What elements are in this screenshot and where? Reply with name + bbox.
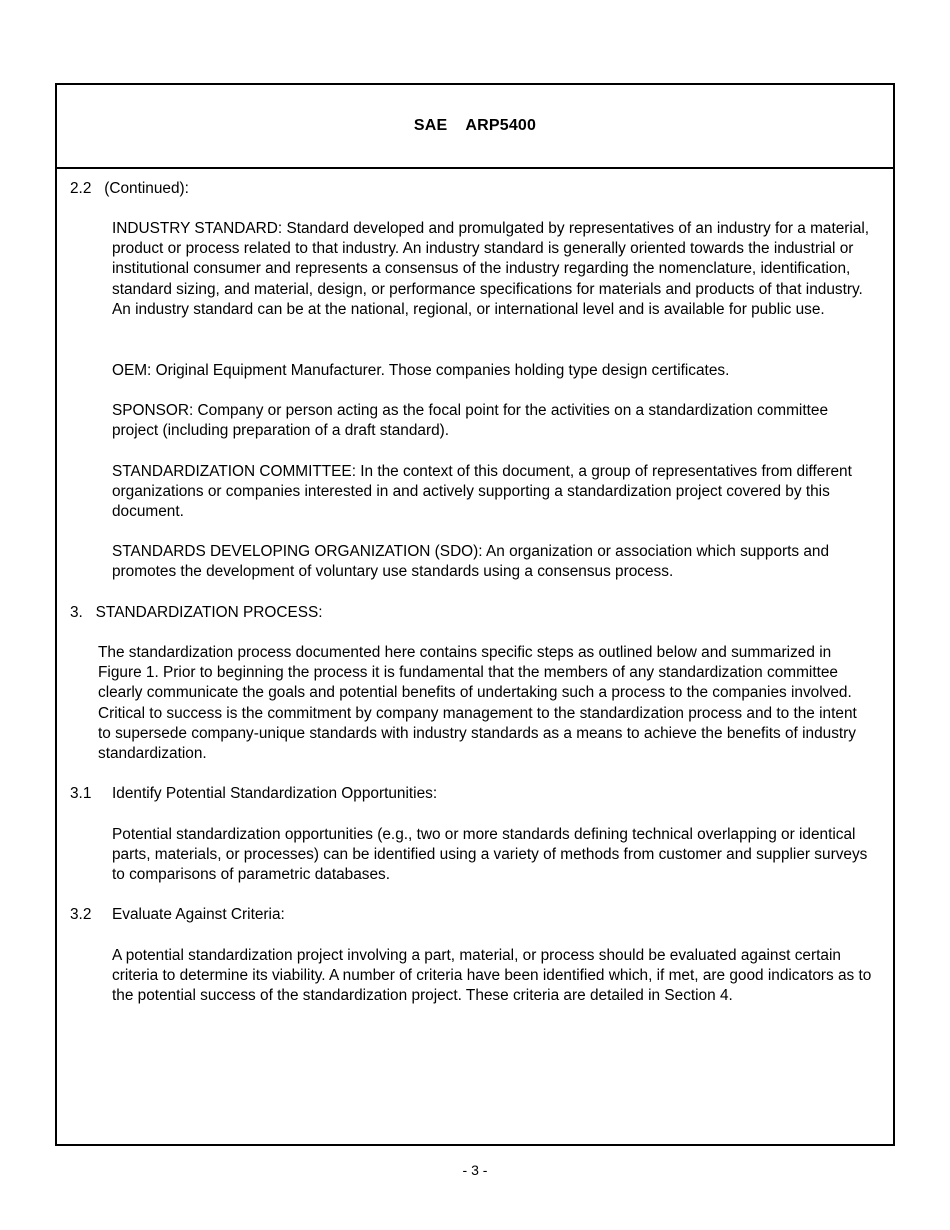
section-3-1-heading: [70, 784, 870, 804]
section-3-2-title: Evaluate Against Criteria:: [112, 906, 285, 923]
page-number: - 3 -: [462, 1162, 488, 1178]
section-3-2-number: 3.2: [70, 906, 92, 923]
section-3-heading: [70, 603, 870, 623]
section-3-2-body: A potential standardization project involving a part, material, or process should be evaluated against certain criteria to determine its viability. A number of criteria have been identified which, if met, are good indicators as to the potential success of the standardization project. These criteria are detailed in Section 4.: [112, 947, 872, 1005]
section-3-title: STANDARDIZATION PROCESS:: [95, 604, 323, 621]
section-2-2-number: 2.2: [70, 180, 92, 197]
definition-oem: OEM: Original Equipment Manufacturer. Those companies holding type design certificates.: [112, 362, 730, 379]
page-frame: [55, 83, 895, 1146]
section-2-2-heading: [70, 179, 870, 199]
header-org: SAE: [413, 117, 448, 134]
section-3-1-body: Potential standardization opportunities (e.g., two or more standards defining technical overlapping or identical parts, materials, or processes) can be identified using a variety of methods from customer and supplier surveys to comparisons of parametric databases.: [112, 826, 868, 884]
section-3-1-title: Identify Potential Standardization Opportunities:: [112, 785, 438, 802]
section-3-number: 3.: [70, 604, 83, 621]
definition-sponsor: SPONSOR: Company or person acting as the focal point for the activities on a standardization committee project (including preparation of a draft standard).: [112, 402, 829, 440]
section-3-1-number: 3.1: [70, 785, 92, 802]
section-3-body: The standardization process documented here contains specific steps as outlined below and summarized in Figure 1. Prior to beginning the process it is fundamental that the members of any standardization committee clearly communicate the goals and potential benefits of undertaking such a process to the companies involved. Critical to success is the commitment by company management to the standardization process and to the intent to supersede company-unique standards with industry standards as a means to achieve the benefits of industry standardization.: [98, 644, 857, 763]
section-3-2-heading: [70, 905, 870, 925]
document-header: [57, 85, 893, 169]
section-2-2-title: (Continued):: [104, 180, 189, 197]
header-doc-number: ARP5400: [465, 117, 537, 134]
definition-sdo: STANDARDS DEVELOPING ORGANIZATION (SDO): An organization or association which supports and promotes the development of voluntary use standards using a consensus process.: [112, 543, 830, 581]
definition-standardization-committee: STANDARDIZATION COMMITTEE: In the context of this document, a group of representatives from different organizations or companies interested in and actively supporting a standardization project covered by this document.: [112, 463, 852, 521]
definition-industry-standard: INDUSTRY STANDARD: Standard developed and promulgated by representatives of an industry for a material, product or process related to that industry. An industry standard is generally oriented towards the industrial or institutional consumer and represents a consensus of the industry regarding the nomenclature, identification, standard sizing, and material, design, or performance specifications for materials and products of that industry. An industry standard can be at the national, regional, or international level and is available for public use.: [112, 220, 870, 318]
